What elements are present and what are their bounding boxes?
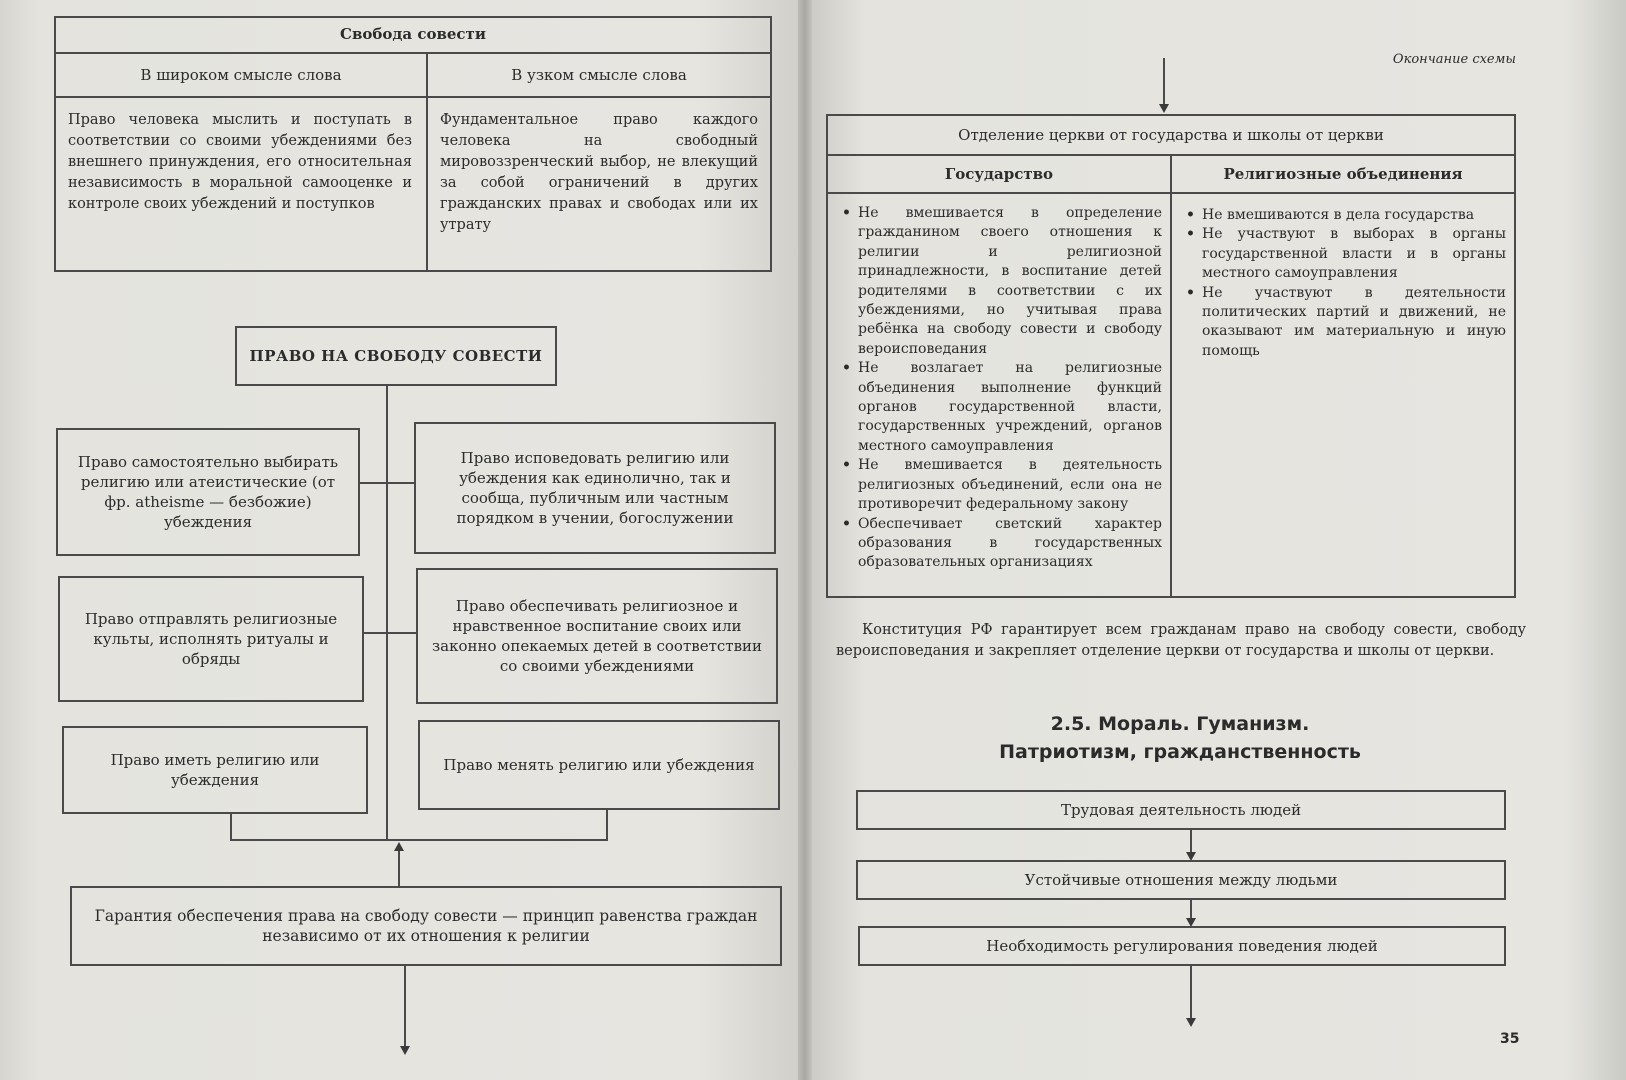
diagram-connector: [364, 632, 416, 634]
diagram-connector: [230, 839, 608, 841]
narrow-sense-text: Фундаментальное право каждого человека на свободный мировоззренческий выбор, не влекущий за собой ограничений в других гражданских правах и свободах или их утрату: [440, 112, 758, 233]
diagram-connector: [230, 814, 232, 840]
table-divider: [826, 192, 1516, 194]
list-item: • Не участвуют в выборах в органы государственной власти и в органы местного самоуправления: [1202, 225, 1506, 283]
table-divider: [1170, 154, 1172, 598]
arrow-down-icon: [1159, 104, 1169, 113]
incoming-arrow-line: [1163, 58, 1165, 108]
religious-items-list: [1184, 206, 1506, 361]
list-item: • Не вмешивается в деятельность религиозных объединений, если она не противоречит федеральному закону: [858, 456, 1162, 514]
arrow-down-icon: [1186, 1018, 1196, 1027]
right-to-rituals-box: Право отправлять религиозные культы, исполнять ритуалы и обряды: [58, 576, 364, 702]
broad-sense-header: В широком смысле слова: [140, 66, 342, 84]
right-to-change-box: Право менять религию или убеждения: [418, 720, 780, 810]
right-to-choose-box: Право самостоятельно выбирать религию или атеистические (от фр. atheisme — безбожие) убеждения: [56, 428, 360, 556]
right-to-have-box: Право иметь религию или убеждения: [62, 726, 368, 814]
broad-sense-text: Право человека мыслить и поступать в соответствии со своими убеждениями без внешнего принуждения, его относительная независимость в моральной самооценке и контроле своих убеждений и поступков: [68, 112, 412, 212]
arrow-up-icon: [394, 842, 404, 851]
arrow-down-icon: [400, 1046, 410, 1055]
running-head: Окончание схемы: [1392, 52, 1516, 67]
section-title-line: 2.5. Мораль. Гуманизм.: [1050, 713, 1310, 735]
list-item: • Не вмешивается в определение гражданином своего отношения к религии и религиозной принадлежности, в воспитание детей родителями в соответствии с их убеждениями, но учитывая права ребёнка на свободу совести и свободу вероисповедания: [858, 204, 1162, 359]
section-title-line: Патриотизм, гражданственность: [999, 741, 1361, 763]
freedom-of-conscience-root: ПРАВО НА СВОБОДУ СОВЕСТИ: [235, 326, 557, 386]
right-to-upbringing-box: Право обеспечивать религиозное и нравственное воспитание своих или законно опекаемых детей в соответствии со своими убеждениями: [416, 568, 778, 704]
table-divider: [54, 96, 772, 98]
freedom-table-title: Свобода совести: [340, 25, 486, 43]
list-item: • Не возлагает на религиозные объединения выполнение функций органов государственной власти, государственных учреждений, органов местного самоуправления: [858, 359, 1162, 456]
list-item: • Обеспечивает светский характер образования в государственных образовательных организациях: [858, 515, 1162, 573]
section-title: [840, 710, 1520, 766]
flow-step-regulation: Необходимость регулирования поведения людей: [858, 926, 1506, 966]
religious-column-header: Религиозные объединения: [1223, 165, 1463, 183]
diagram-trunk: [386, 386, 388, 841]
state-column-header: Государство: [944, 165, 1054, 183]
flow-arrow-line: [1190, 966, 1192, 1022]
guarantee-box: Гарантия обеспечения права на свободу совести — принцип равенства граждан независимо от их отношения к религии: [70, 886, 782, 966]
guarantee-arrow-line: [398, 850, 400, 886]
book-gutter: [798, 0, 812, 1080]
right-to-confess-box: Право исповедовать религию или убеждения как единолично, так и сообща, публичным или частным порядком в учении, богослужении: [414, 422, 776, 554]
diagram-connector: [360, 482, 414, 484]
list-item: • Не участвуют в деятельности политических партий и движений, не оказывают им материальную и иную помощь: [1202, 284, 1506, 362]
flow-step-relations: Устойчивые отношения между людьми: [856, 860, 1506, 900]
state-items-list: [840, 204, 1162, 573]
guarantee-arrow-line: [404, 966, 406, 1050]
separation-table-title: Отделение церкви от государства и школы от церкви: [958, 126, 1384, 144]
diagram-connector: [606, 810, 608, 840]
narrow-sense-header: В узком смысле слова: [511, 66, 687, 84]
list-item: • Не вмешиваются в дела государства: [1202, 206, 1506, 225]
page-number: 35: [1500, 1031, 1520, 1047]
flow-step-labor: Трудовая деятельность людей: [856, 790, 1506, 830]
constitution-paragraph: Конституция РФ гарантирует всем гражданам право на свободу совести, свободу вероисповедания и закрепляет отделение церкви от государства и школы от церкви.: [836, 622, 1526, 659]
